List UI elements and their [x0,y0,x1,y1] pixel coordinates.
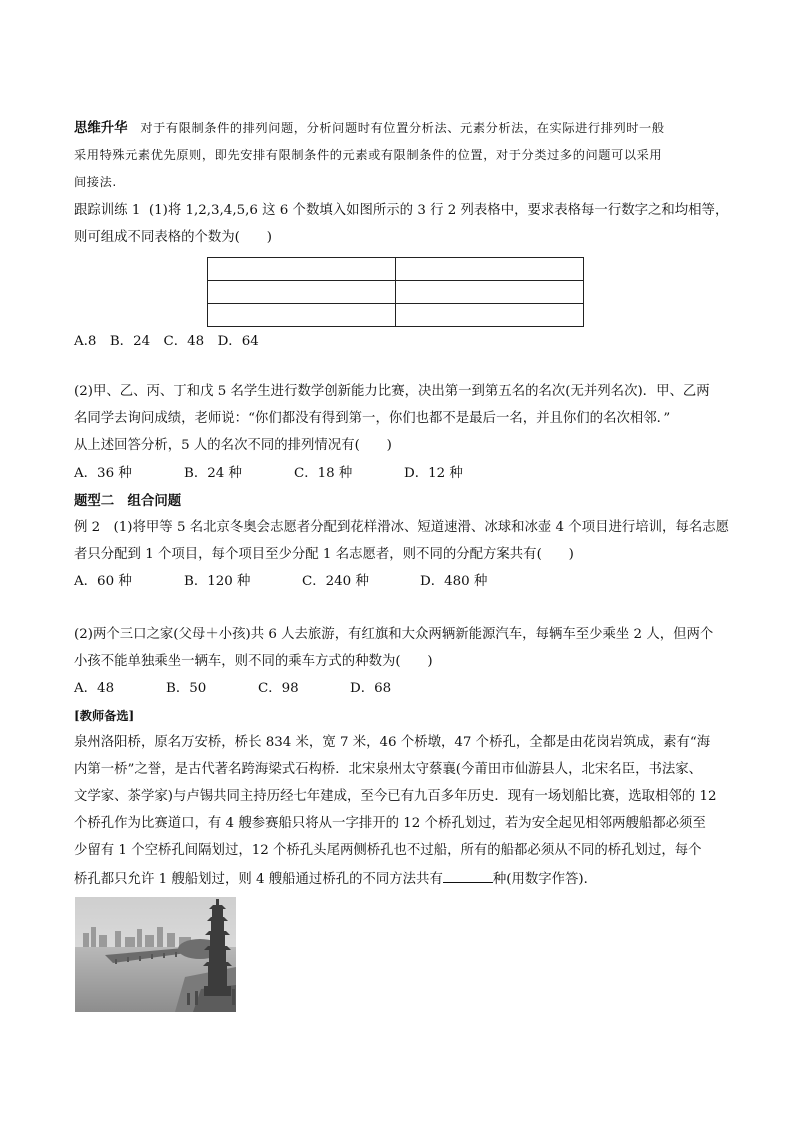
table-row [208,281,584,304]
ex2-q2-line-1: (2)两个三口之家(父母＋小孩)共 6 人去旅游，有红旗和大众两辆新能源汽车，每辆车至少乘坐 2 人，但两个 [74,627,714,642]
think-text-2: 采用特殊元素优先原则，即先安排有限制条件的元素或有限制条件的位置，对于分类过多的问题可以采用 [74,148,663,162]
option-b: B．50 [166,681,207,696]
teacher-line-3: 文学家、茶学家)与卢锡共同主持历经七年建成，至今已有九百多年历史．现有一场划船比赛，选取相邻的 12 [74,789,717,804]
teacher-line-5: 少留有 1 个空桥孔间隔划过，12 个桥孔头尾两侧桥孔也不过船，所有的船都必须从不同的桥孔划过，每个 [74,843,702,858]
option-d: D．480 种 [420,574,488,589]
table-cell [396,258,584,281]
teacher-line-4: 个桥孔作为比赛道口，有 4 艘参赛船只将从一字排开的 12 个桥孔划过，若为安全起见相邻两艘船都必须至 [74,816,706,831]
teacher-line-6-a: 桥孔都只允许 1 艘船划过，则 4 艘船通过桥孔的不同方法共有 [74,872,443,887]
table-cell [396,304,584,327]
table-cell [208,258,396,281]
follow-q1-text-1: (1)将 1,2,3,4,5,6 这 6 个数填入如图所示的 3 行 2 列表格中，要求表格每一行数字之和均相等， [148,203,729,218]
blank-3x2-table [207,257,584,327]
option-c: C．240 种 [302,574,369,589]
option-d: D．12 种 [404,466,463,481]
table-cell [208,304,396,327]
ex2-q1-line-1: 例 2 (1)将甲等 5 名北京冬奥会志愿者分配到花样滑冰、短道速滑、冰球和冰壶 4 个项目进行培训，每名志愿 [74,520,729,535]
option-a: A．60 种 [74,574,132,589]
table-row [208,258,584,281]
follow-q1-options: A.8 B．24 C．48 D．64 [74,334,259,349]
follow-q2-options [74,464,463,484]
option-c: C．98 [258,681,299,696]
ex2-q2-line-2: 小孩不能单独乘坐一辆车，则不同的乘车方式的种数为( ) [74,654,433,669]
follow-label: 跟踪训练 1 [74,203,141,218]
follow-q2-line-3: 从上述回答分析，5 人的名次不同的排列情况有( ) [74,438,392,453]
teacher-line-6-b: 种(用数字作答)． [492,872,598,887]
section-heading-type2: 题型二 组合问题 [74,493,182,509]
think-text-1: 对于有限制条件的排列问题，分析问题时有位置分析法、元素分析法，在实际进行排列时一般 [140,121,665,135]
answer-blank [443,868,493,883]
table-row [208,304,584,327]
follow-q2-line-2: 名同学去询问成绩，老师说：“你们都没有得到第一，你们也都不是最后一名，并且你们的名次相邻．” [74,411,671,426]
follow-q1-line-1 [74,201,728,221]
teacher-line-6 [74,868,597,890]
teacher-line-1: 泉州洛阳桥，原名万安桥，桥长 834 米，宽 7 米，46 个桥墩，47 个桥孔，全都是由花岗岩筑成，素有“海 [74,735,711,750]
option-c: C．18 种 [294,466,353,481]
option-d: D．68 [350,681,392,696]
option-b: B．120 种 [184,574,251,589]
think-label: 思维升华 [74,120,128,136]
ex2-q1-line-2: 者只分配到 1 个项目，每个项目至少分配 1 名志愿者，则不同的分配方案共有( ) [74,547,574,562]
ex2-q1-options [74,572,487,592]
option-a: A．48 [74,681,115,696]
option-a: A．36 种 [74,466,132,481]
teacher-label: [教师备选] [74,709,135,723]
think-line-1 [74,118,665,139]
think-text-3: 间接法. [74,175,117,189]
follow-q2-line-1: (2)甲、乙、丙、丁和戊 5 名学生进行数学创新能力比赛，决出第一到第五名的名次(无并列名次)．甲、乙两 [74,384,710,399]
table-cell [396,281,584,304]
follow-q1-line-2: 则可组成不同表格的个数为( ) [74,230,272,245]
option-b: B．24 种 [184,466,242,481]
table-cell [208,281,396,304]
luoyang-bridge-photo [75,897,236,1012]
ex2-q2-options [74,679,391,699]
teacher-line-2: 内第一桥”之誉，是古代著名跨海梁式石构桥．北宋泉州太守蔡襄(今莆田市仙游县人，北宋名臣，书法家、 [74,762,703,777]
